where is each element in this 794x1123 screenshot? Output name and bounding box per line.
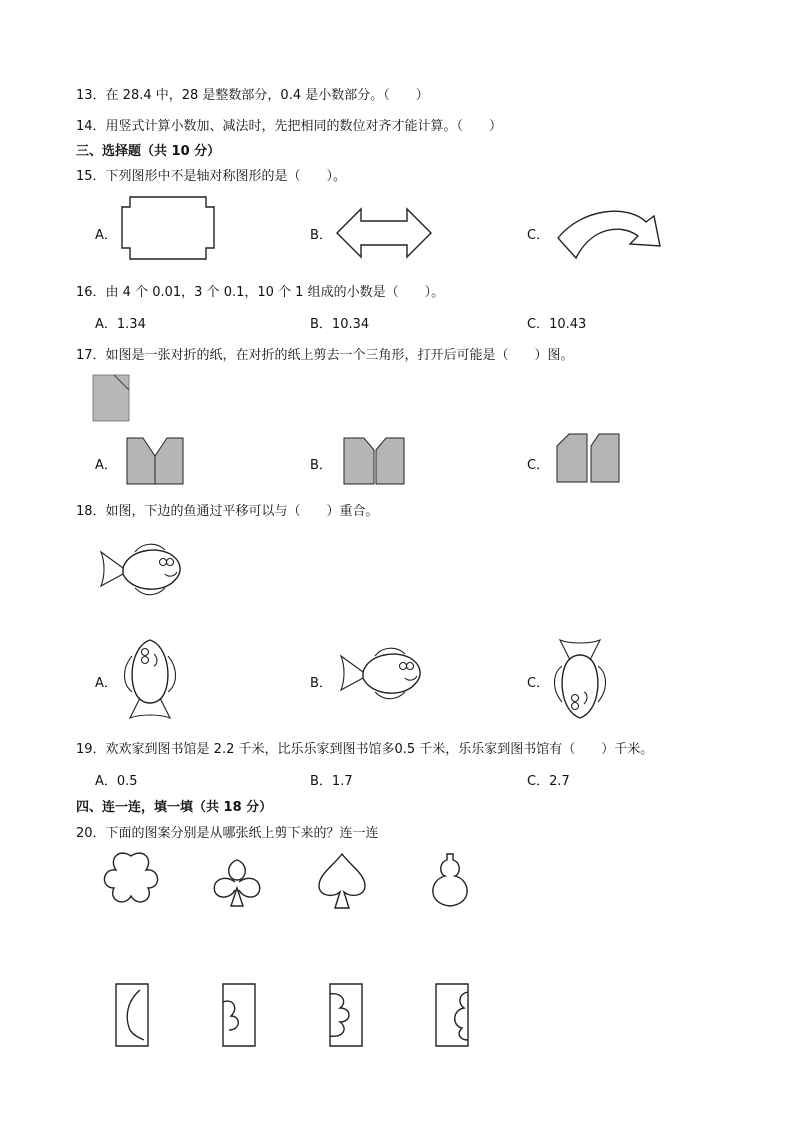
q20-paper-1 [108, 982, 158, 1050]
q18-reference-fish [95, 538, 190, 603]
q20-paper-2 [215, 982, 265, 1050]
q15-option-b-label: B． [310, 228, 332, 243]
section-3-heading: 三、选择题（共 10 分） [76, 144, 221, 159]
q15-option-a-cross-shape [120, 193, 220, 273]
question-19-stem: 19．欢欢家到图书馆是 2.2 千米，比乐乐家到图书馆多0.5 千米，乐乐家到图书馆有（ ）千米。 [76, 742, 654, 757]
q17-folded-paper-figure [92, 374, 132, 424]
question-13: 13．在 28.4 中，28 是整数部分，0.4 是小数部分。（ ） [76, 88, 429, 103]
q16-option-c: C．10.43 [527, 317, 587, 332]
q18-option-b-fish [335, 642, 430, 707]
question-17-stem: 17．如图是一张对折的纸，在对折的纸上剪去一个三角形，打开后可能是（ ）图。 [76, 348, 574, 363]
q18-option-a-label: A． [95, 676, 117, 691]
question-16-stem: 16．由 4 个 0.01，3 个 0.1，10 个 1 组成的小数是（ ）。 [76, 285, 445, 300]
q17-option-c-label: C． [527, 458, 550, 473]
q19-option-b: B．1.7 [310, 774, 353, 789]
q17-option-b-figure [342, 436, 408, 488]
q20-pattern-flower [98, 850, 164, 910]
q18-option-b-label: B． [310, 676, 332, 691]
q19-option-a: A．0.5 [95, 774, 138, 789]
question-20-stem: 20．下面的图案分别是从哪张纸上剪下来的？连一连 [76, 826, 379, 841]
q17-option-b-label: B． [310, 458, 332, 473]
q18-option-a-fish [118, 632, 183, 724]
q20-pattern-spade [315, 850, 370, 912]
q20-paper-4 [428, 982, 478, 1050]
q18-option-c-label: C． [527, 676, 550, 691]
section-4-heading: 四、连一连，填一填（共 18 分） [76, 800, 273, 815]
question-14: 14．用竖式计算小数加、减法时，先把相同的数位对齐才能计算。（ ） [76, 119, 503, 134]
q17-option-a-figure [125, 436, 187, 488]
q20-pattern-gourd [425, 850, 475, 910]
q16-option-b: B．10.34 [310, 317, 370, 332]
q20-paper-3 [322, 982, 372, 1050]
q15-option-c-label: C． [527, 228, 550, 243]
q15-option-a-label: A． [95, 228, 117, 243]
q15-option-b-double-arrow [335, 205, 435, 265]
question-18-stem: 18．如图，下边的鱼通过平移可以与（ ）重合。 [76, 504, 379, 519]
q19-option-c: C．2.7 [527, 774, 570, 789]
q17-option-c-figure [555, 432, 623, 492]
q15-option-c-curved-arrow [550, 200, 665, 265]
question-15-stem: 15．下列图形中不是轴对称图形的是（ ）。 [76, 169, 347, 184]
q17-option-a-label: A． [95, 458, 117, 473]
q16-option-a: A．1.34 [95, 317, 146, 332]
q20-pattern-club [207, 852, 267, 912]
q18-option-c-fish [548, 634, 613, 726]
